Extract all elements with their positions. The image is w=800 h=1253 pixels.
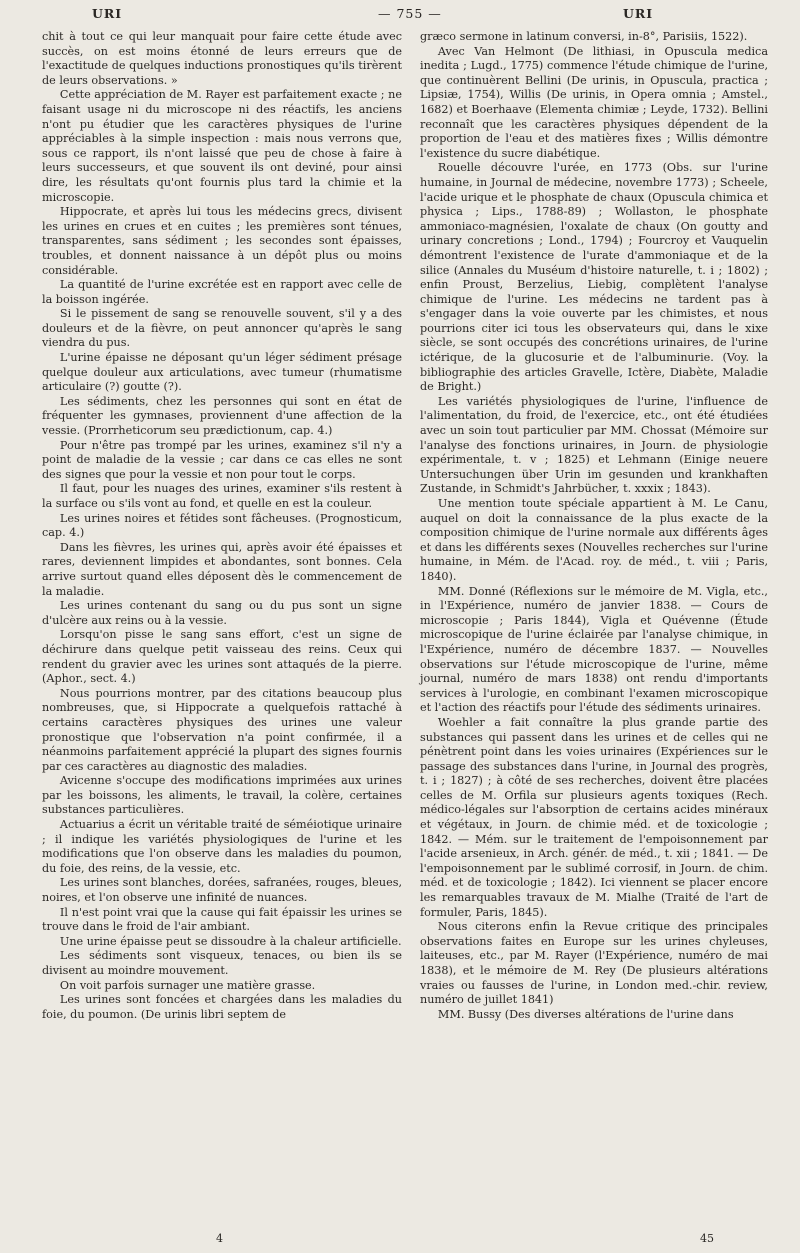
paragraph: Avicenne s'occupe des modifications imprimées aux urines par les boissons, les aliments, le travail, la colère, certaines substances particulières. bbox=[42, 774, 402, 817]
paragraph: Nous pourrions montrer, par des citations beaucoup plus nombreuses, que, si Hippocrate a quelquefois rattaché à certains caractères physiques des urines une valeur pronostique que l'observation n'a point confirmée, il a néanmoins parfaitement apprécié la plupart des signes fournis par ces caractères au diagnostic des maladies. bbox=[42, 686, 402, 773]
paragraph: Cette appréciation de M. Rayer est parfaitement exacte ; ne faisant usage ni du microscope ni des réactifs, les anciens n'ont pu étudier que les caractères physiques de l'urine appréciables à la simple inspection : mais nous verrons que, sous ce rapport, ils n'ont laissé que peu de chose à faire à leurs successeurs, et que souvent ils ont deviné, pour ainsi dire, les résultats qu'ont fournis plus tard la chimie et la microscopie. bbox=[42, 88, 402, 204]
page-number: — 755 — bbox=[378, 6, 442, 21]
paragraph: Les sédiments sont visqueux, tenaces, ou bien ils se divisent au moindre mouvement. bbox=[42, 949, 402, 977]
paragraph: Les sédiments, chez les personnes qui sont en état de fréquenter les gymnases, proviennent d'une affection de la vessie. (Prorrheticorum seu prædictionum, cap. 4.) bbox=[42, 394, 402, 438]
paragraph: Les urines noires et fétides sont fâcheuses. (Prognosticum, cap. 4.) bbox=[42, 511, 402, 540]
paragraph: MM. Bussy (Des diverses altérations de l'urine dans bbox=[437, 1007, 734, 1021]
paragraph: Hippocrate, et après lui tous les médecins grecs, divisent les urines en crues et en cuites ; les premières sont ténues, transparentes, sans sédiment ; les secondes sont épaisses, troubles, et donnent naissance à un dépôt plus ou moins considérable. bbox=[42, 205, 402, 277]
paragraph: Les urines sont blanches, dorées, safranées, rouges, bleues, noires, et l'on observe une infinité de nuances. bbox=[42, 876, 402, 905]
signature-mark-left: 4 bbox=[216, 1232, 223, 1245]
paragraph: Actuarius a écrit un véritable traité de séméiotique urinaire ; il indique les variétés physiologiques de l'urine et les modifications que l'on observe dans les maladies du poumon, du foie, des reins, de la vessie, etc. bbox=[42, 818, 402, 875]
right-text-column bbox=[420, 30, 768, 1022]
paragraph: græco sermone in latinum conversi, in-8°, Parisiis, 1522). bbox=[420, 30, 748, 43]
paragraph: Rouelle découvre l'urée, en 1773 (Obs. sur l'urine humaine, in Journal de médecine, novembre 1773) ; Scheele, l'acide urique et le phosphate de chaux (Opuscula chimica et physica ; Lips., 1788-89) ; Wollaston, le phosphate ammoniaco-magnésien, l'oxalate de chaux (On goutty and urinary concretions ; Lond., 1794) ; Fourcroy et Vauquelin démontrent l'existence de l'urate d'ammoniaque et de la silice (Annales du Muséum d'histoire naturelle, t. i ; 1802) ; enfin Proust, Berzelius, Liebig, complètent l'analyse chimique de l'urine. Les médecins ne tardent pas à s'engager dans la voie ouverte par les chimistes, et nous pourrions citer ici tous les observateurs qui, dans le xixe siècle, se sont occupés des concrétions urinaires, de l'urine ictérique, de la glucosurie et de l'albuminurie. (Voy. la bibliographie des articles Gravelle, Ictère, Diabète, Maladie de Bright.) bbox=[420, 161, 768, 394]
paragraph: chit à tout ce qui leur manquait pour faire cette étude avec succès, on est moins étonné de leurs erreurs que de l'exactitude de quelques inductions pronostiques qu'ils tirèrent de leurs observations. » bbox=[42, 30, 402, 87]
paragraph: Nous citerons enfin la Revue critique des principales observations faites en Europe sur les urines chyleuses, laiteuses, etc., par M. Rayer (l'Expérience, numéro de mai 1838), et le mémoire de M. Rey (De plusieurs altérations vraies ou fausses de l'urine, in London med.-chir. review, numéro de juillet 1841) bbox=[420, 920, 768, 1007]
paragraph: Dans les fièvres, les urines qui, après avoir été épaisses et rares, deviennent limpides et abondantes, sont bonnes. Cela arrive surtout quand elles déposent dès le commencement de la maladie. bbox=[42, 540, 402, 598]
paragraph: Il faut, pour les nuages des urines, examiner s'ils restent à la surface ou s'ils vont au fond, et quelle en est la couleur. bbox=[42, 482, 402, 510]
paragraph: Les variétés physiologiques de l'urine, l'influence de l'alimentation, du froid, de l'exercice, etc., ont été étudiées avec un soin tout particulier par MM. Chossat (Mémoire sur l'analyse des fonctions urinaires, in Journ. de physiologie expérimentale, t. v ; 1825) et Lehmann (Einige neuere Untersuchungen über Urin im gesunden und krankhaften Zustande, in Schmidt's Jahrbücher, t. xxxix ; 1843). bbox=[420, 394, 768, 496]
paragraph: L'urine épaisse ne déposant qu'un léger sédiment présage quelque douleur aux articulations, avec tumeur (rhumatisme articulaire (?) goutte (?). bbox=[42, 351, 402, 394]
header-left-keyword: URI bbox=[92, 6, 123, 21]
paragraph: Il n'est point vrai que la cause qui fait épaissir les urines se trouve dans le froid de l'air ambiant. bbox=[42, 905, 402, 934]
paragraph: La quantité de l'urine excrétée est en rapport avec celle de la boisson ingérée. bbox=[42, 278, 402, 306]
header-right-keyword: URI bbox=[623, 6, 654, 21]
paragraph: Les urines contenant du sang ou du pus sont un signe d'ulcère aux reins ou à la vessie. bbox=[42, 599, 402, 627]
paragraph: Lorsqu'on pisse le sang sans effort, c'est un signe de déchirure dans quelque petit vaisseau des reins. Ceux qui rendent du gravier avec les urines sont attaqués de la pierre. (Aphor., sect. 4.) bbox=[42, 628, 402, 686]
paragraph: On voit parfois surnager une matière grasse. bbox=[59, 978, 316, 992]
paragraph: Une mention toute spéciale appartient à M. Le Canu, auquel on doit la connaissance de la plus exacte de la composition chimique de l'urine normale aux différents âges et dans les différents sexes (Nouvelles recherches sur l'urine humaine, in Mém. de l'Acad. roy. de méd., t. viii ; Paris, 1840). bbox=[420, 497, 768, 583]
running-header bbox=[0, 6, 800, 30]
paragraph: Les urines sont foncées et chargées dans les maladies du foie, du poumon. (De urinis libri septem de bbox=[42, 993, 402, 1021]
paragraph: Pour n'être pas trompé par les urines, examinez s'il n'y a point de maladie de la vessie ; car dans ce cas elles ne sont des signes que pour la vessie et non pour tout le corps. bbox=[42, 438, 402, 481]
paragraph: Une urine épaisse peut se dissoudre à la chaleur artificielle. bbox=[59, 934, 402, 948]
paragraph: Si le pissement de sang se renouvelle souvent, s'il y a des douleurs et de la fièvre, on peut annoncer qu'après le sang viendra du pus. bbox=[42, 307, 402, 350]
paragraph: MM. Donné (Réflexions sur le mémoire de M. Vigla, etc., in l'Expérience, numéro de janvier 1838. — Cours de microscopie ; Paris 1844), Vigla et Quévenne (Étude microscopique de l'urine éclairée par l'analyse chimique, in l'Expérience, numéro de décembre 1837. — Nouvelles observations sur l'étude microscopique de l'urine, même journal, numéro de mars 1838) ont rendu d'importants services à l'urologie, en combinant l'examen microscopique et l'action des réactifs pour l'étude des sédiments urinaires. bbox=[420, 584, 768, 715]
left-text-column bbox=[42, 30, 402, 1022]
signature-mark-right: 45 bbox=[700, 1232, 714, 1245]
paragraph: Woehler a fait connaître la plus grande partie des substances qui passent dans les urines et de celles qui ne pénètrent point dans les voies urinaires (Expériences sur le passage des substances dans l'urine, in Journal des progrès, t. i ; 1827) ; à côté de ses recherches, doivent être placées celles de M. Orfila sur plusieurs agents toxiques (Rech. médico-légales sur l'absorption de certains acides minéraux et végétaux, in Journ. de chimie méd. et de toxicologie ; 1842. — Mém. sur le traitement de l'empoisonnement par l'acide arsenieux, in Arch. génér. de méd., t. xii ; 1841. — De l'empoisonnement par le sublimé corrosif, in Journ. de chim. méd. et de toxicologie ; 1842). Ici viennent se placer encore les remarquables travaux de M. Mialhe (Traité de l'art de formuler, Paris, 1845). bbox=[420, 715, 768, 919]
paragraph: Avec Van Helmont (De lithiasi, in Opuscula medica inedita ; Lugd., 1775) commence l'étude chimique de l'urine, que continuèrent Bellini (De urinis, in Opuscula, practica ; Lipsiæ, 1754), Willis (De urinis, in Opera omnia ; Amstel., 1682) et Boerhaave (Elementa chimiæ ; Leyde, 1732). Bellini reconnaît que les caractères physiques dépendent de la proportion de l'eau et des matières fixes ; Willis démontre l'existence du sucre diabétique. bbox=[420, 44, 768, 160]
